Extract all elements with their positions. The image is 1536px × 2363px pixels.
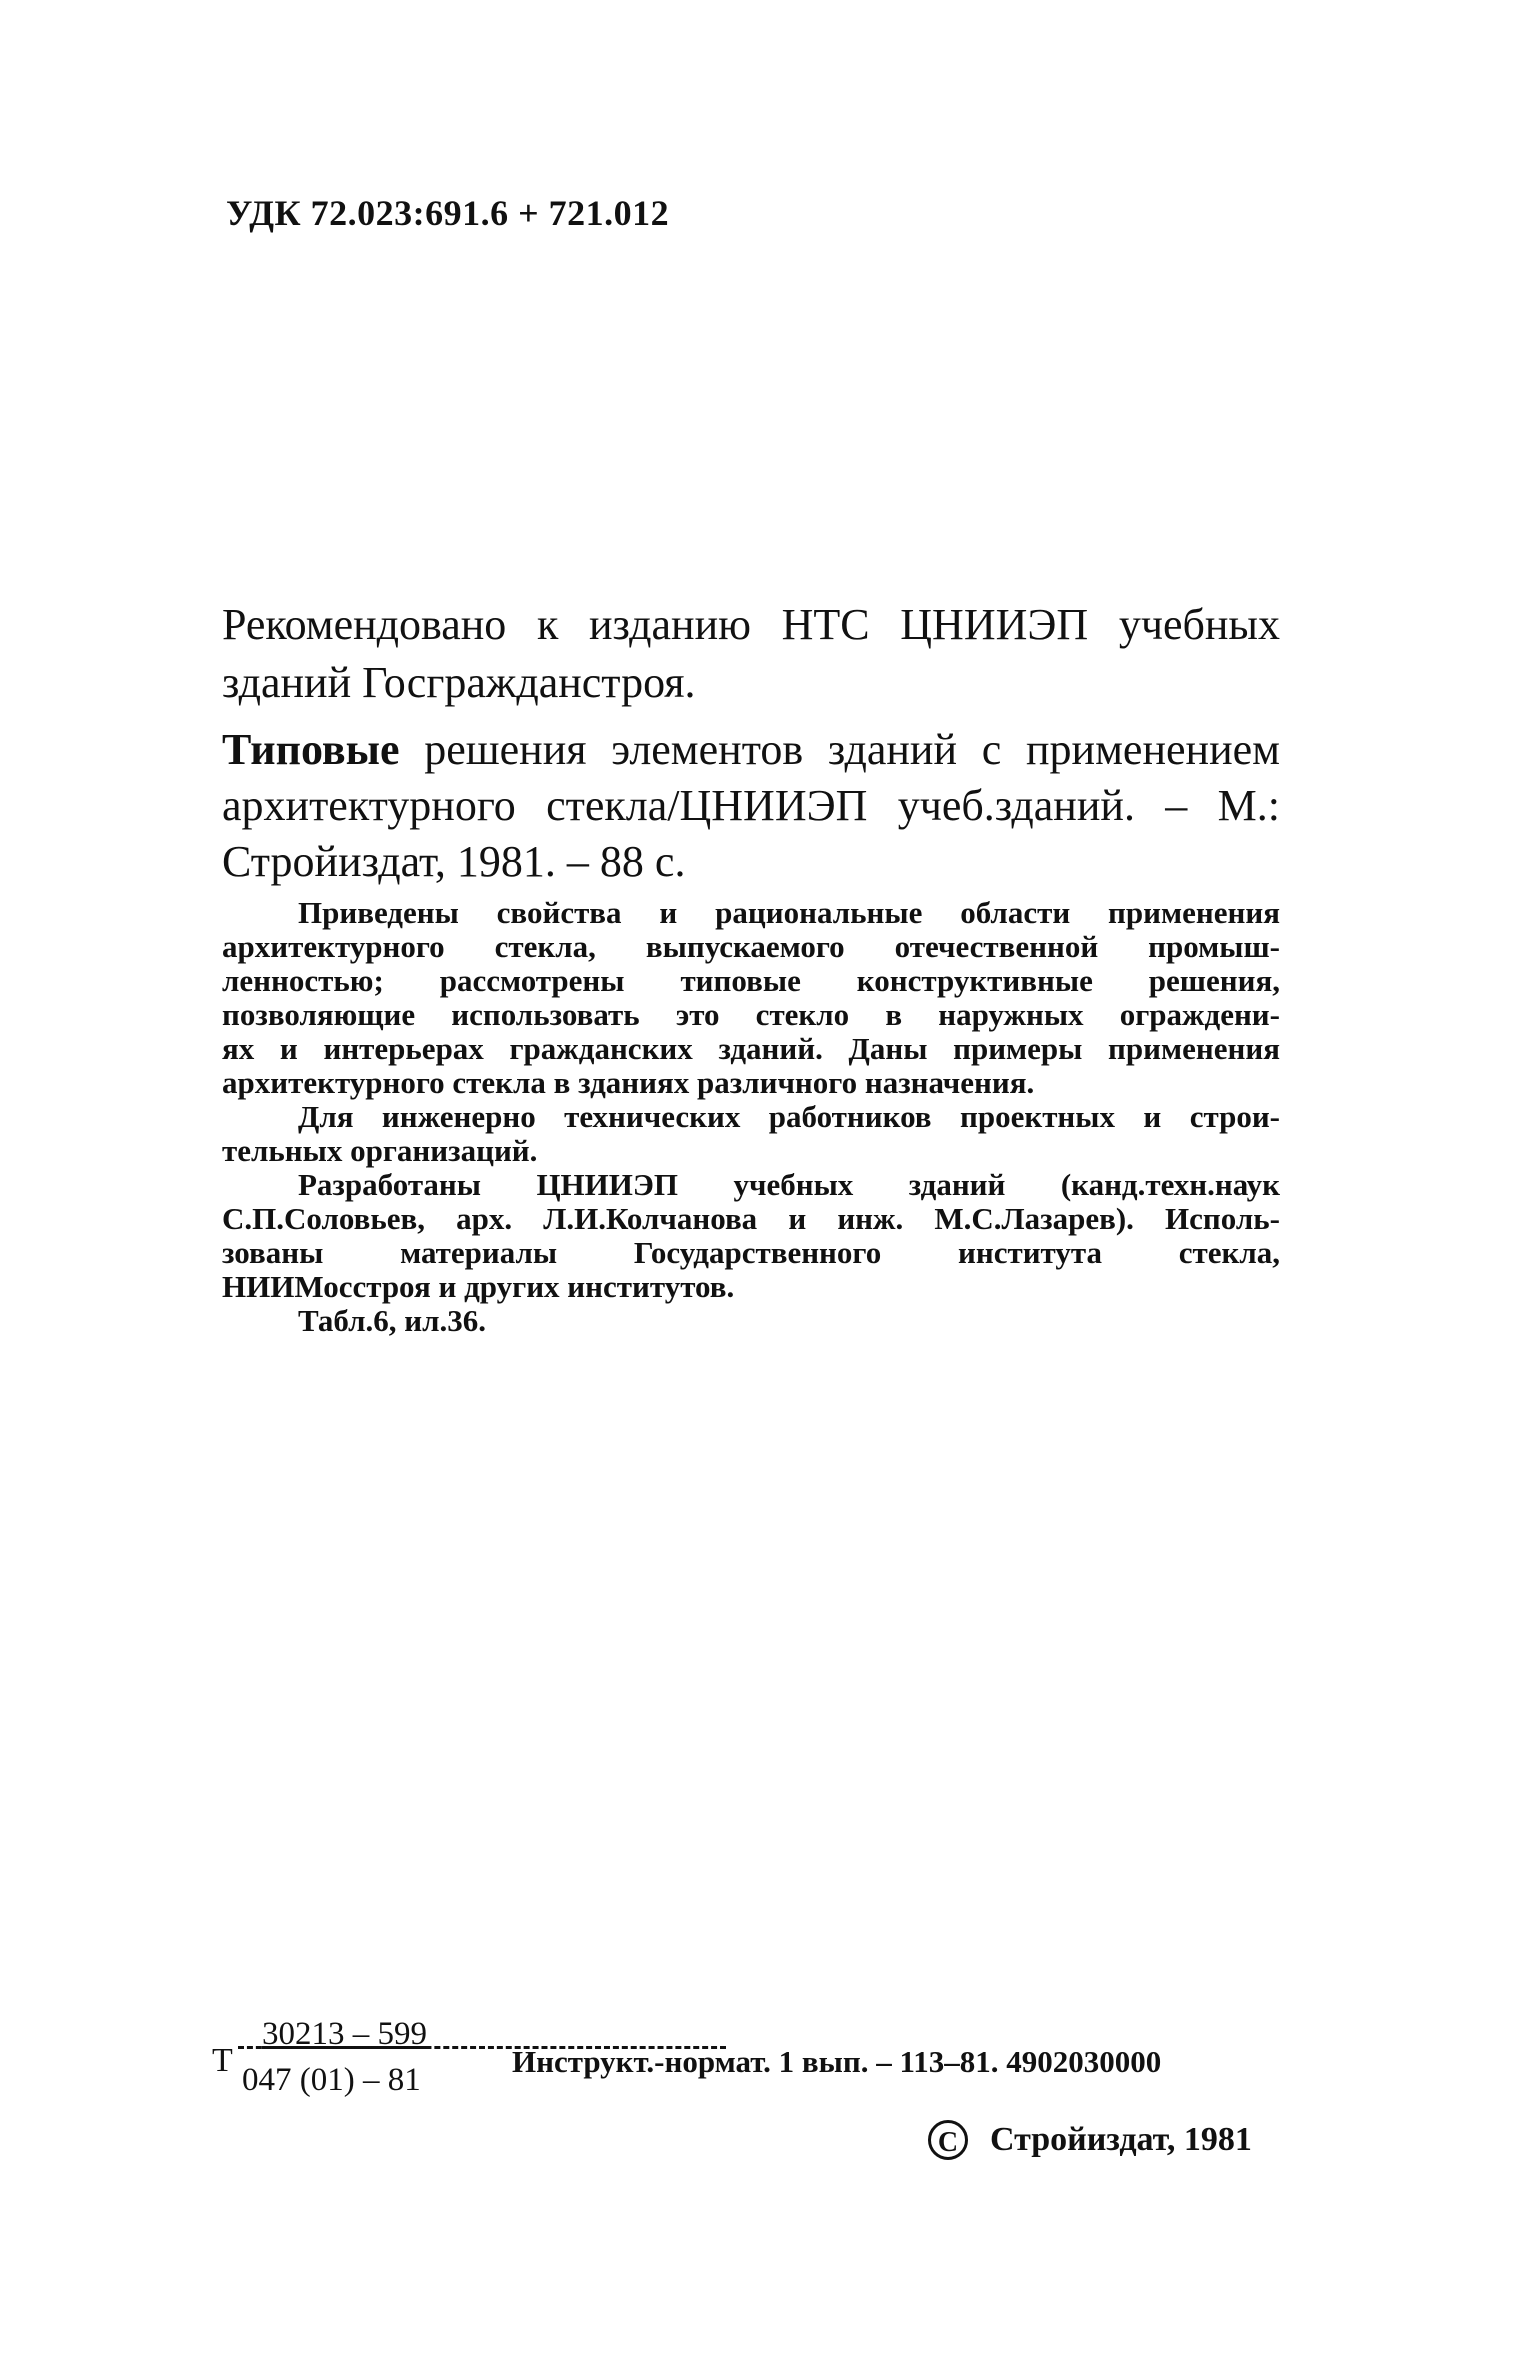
reference-line-3: Стройиздат, 1981. – 88 с. [222, 837, 686, 886]
copyright-text: Стройиздат, 1981 [990, 2121, 1252, 2158]
abstract-line-6: архитектурного стекла в зданиях различного назначения. [222, 1065, 1035, 1100]
imprint-fraction-bottom: 047 (01) – 81 [242, 2062, 421, 2098]
audience-line-2: тельных организаций. [222, 1133, 538, 1168]
imprint-fraction-top: 30213 – 599 [262, 2016, 427, 2052]
authors-line-3: зованы материалы Государственного института стекла, [222, 1235, 1280, 1270]
reference-line-1 [222, 722, 1280, 778]
authors-line-4: НИИМосстроя и других институтов. [222, 1269, 735, 1304]
copyright-icon: C [928, 2120, 968, 2160]
abstract-line-2: архитектурного стекла, выпускаемого отечественной промыш- [222, 929, 1280, 964]
recommendation-line-2: зданий Госгражданстроя. [222, 658, 696, 707]
abstract [222, 896, 1280, 1338]
imprint-instruction: Инструкт.-нормат. 1 вып. – 113–81. 4902030000 [512, 2044, 1162, 2079]
recommendation-line-1: Рекомендовано к изданию НТС ЦНИИЭП учебных [222, 600, 1280, 649]
authors-line-1: Разработаны ЦНИИЭП учебных зданий (канд.техн.наук [298, 1167, 1280, 1202]
reference-line-2: архитектурного стекла/ЦНИИЭП учеб.зданий. – М.: [222, 781, 1280, 830]
audience-line-1: Для инженерно технических работников проектных и строи- [298, 1099, 1280, 1134]
recommendation-note [222, 596, 1280, 712]
abstract-line-3: ленностью; рассмотрены типовые конструктивные решения, [222, 963, 1280, 998]
abstract-line-4: позволяющие использовать это стекло в наружных ограждени- [222, 997, 1280, 1032]
abstract-line-1: Приведены свойства и рациональные области применения [298, 895, 1280, 930]
copyright-line [928, 2120, 1252, 2160]
abstract-line-5: ях и интерьерах гражданских зданий. Даны примеры применения [222, 1031, 1280, 1066]
tables-count: Табл.6, ил.36. [298, 1303, 487, 1338]
authors-line-2: С.П.Соловьев, арх. Л.И.Колчанова и инж. М.С.Лазарев). Исполь- [222, 1201, 1280, 1236]
imprint-code [212, 2016, 1312, 2096]
bibliographic-reference [222, 722, 1280, 890]
udk-code: УДК 72.023:691.6 + 721.012 [226, 193, 670, 233]
reference-title-start: Типовые [222, 725, 400, 774]
reference-title-rest: решения элементов зданий с применением [399, 725, 1280, 774]
imprint-t-letter: Т [212, 2042, 233, 2079]
